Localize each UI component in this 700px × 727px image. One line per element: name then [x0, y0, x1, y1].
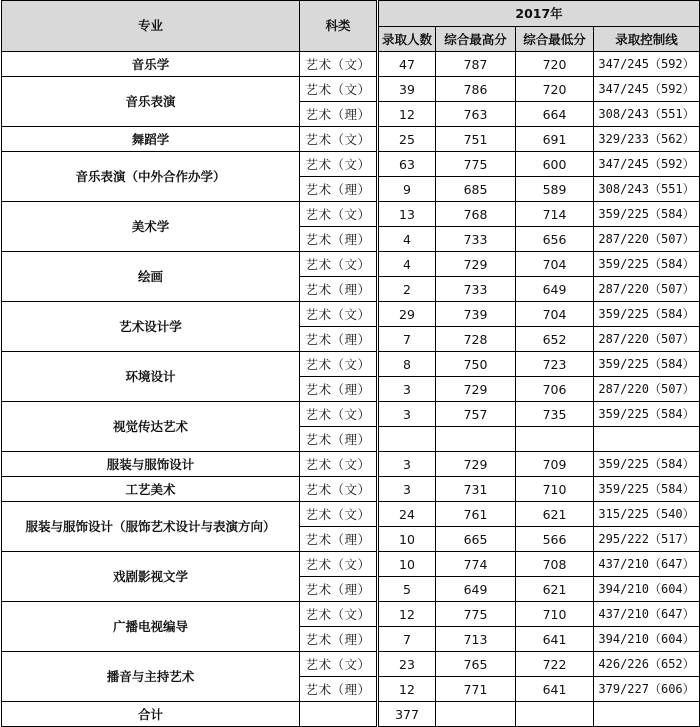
count-cell: 7	[378, 327, 436, 352]
count-cell: 3	[378, 452, 436, 477]
max-score-cell: 774	[436, 552, 516, 577]
category-cell: 艺术（理）	[300, 427, 378, 452]
table-body	[2, 52, 700, 702]
header-min-score: 综合最低分	[516, 27, 594, 52]
max-score-cell: 729	[436, 377, 516, 402]
max-score-cell: 729	[436, 452, 516, 477]
table-row	[2, 52, 700, 77]
category-cell: 艺术（理）	[300, 577, 378, 602]
control-line-cell: 329/233（562）	[594, 127, 700, 152]
major-cell: 戏剧影视文学	[2, 552, 300, 602]
category-cell: 艺术（理）	[300, 177, 378, 202]
min-score-cell: 652	[516, 327, 594, 352]
major-cell: 环境设计	[2, 352, 300, 402]
min-score-cell: 621	[516, 577, 594, 602]
major-cell: 艺术设计学	[2, 302, 300, 352]
table-row	[2, 477, 700, 502]
table-row	[2, 502, 700, 527]
category-cell: 艺术（文）	[300, 402, 378, 427]
major-cell: 服装与服饰设计（服饰艺术设计与表演方向）	[2, 502, 300, 552]
category-cell: 艺术（文）	[300, 352, 378, 377]
count-cell: 39	[378, 77, 436, 102]
max-score-cell: 731	[436, 477, 516, 502]
max-score-cell: 728	[436, 327, 516, 352]
min-score-cell: 720	[516, 52, 594, 77]
total-row	[2, 702, 700, 727]
max-score-cell: 775	[436, 602, 516, 627]
control-line-cell: 394/210（604）	[594, 577, 700, 602]
max-score-cell: 750	[436, 352, 516, 377]
table-row	[2, 602, 700, 627]
control-line-cell: 287/220（507）	[594, 227, 700, 252]
count-cell: 9	[378, 177, 436, 202]
count-cell: 3	[378, 477, 436, 502]
header-year: 2017年	[378, 1, 700, 27]
category-cell: 艺术（文）	[300, 477, 378, 502]
control-line-cell: 308/243（551）	[594, 102, 700, 127]
count-cell: 12	[378, 602, 436, 627]
total-label: 合计	[2, 702, 300, 727]
major-cell: 音乐学	[2, 52, 300, 77]
max-score-cell: 763	[436, 102, 516, 127]
max-score-cell: 733	[436, 277, 516, 302]
category-cell: 艺术（文）	[300, 152, 378, 177]
max-score-cell: 713	[436, 627, 516, 652]
category-cell: 艺术（理）	[300, 277, 378, 302]
category-cell: 艺术（理）	[300, 102, 378, 127]
count-cell: 47	[378, 52, 436, 77]
table-row	[2, 202, 700, 227]
max-score-cell	[436, 427, 516, 452]
min-score-cell: 710	[516, 477, 594, 502]
min-score-cell: 714	[516, 202, 594, 227]
min-score-cell	[516, 427, 594, 452]
max-score-cell: 751	[436, 127, 516, 152]
major-cell: 音乐表演（中外合作办学）	[2, 152, 300, 202]
major-cell: 工艺美术	[2, 477, 300, 502]
min-score-cell: 566	[516, 527, 594, 552]
category-cell: 艺术（理）	[300, 677, 378, 702]
control-line-cell: 287/220（507）	[594, 377, 700, 402]
category-cell: 艺术（文）	[300, 252, 378, 277]
min-score-cell: 600	[516, 152, 594, 177]
count-cell: 3	[378, 402, 436, 427]
max-score-cell: 768	[436, 202, 516, 227]
max-score-cell: 771	[436, 677, 516, 702]
total-control-cell	[594, 702, 700, 727]
category-cell: 艺术（文）	[300, 52, 378, 77]
total-min-cell	[516, 702, 594, 727]
category-cell: 艺术（理）	[300, 527, 378, 552]
control-line-cell: 359/225（584）	[594, 202, 700, 227]
major-cell: 美术学	[2, 202, 300, 252]
min-score-cell: 704	[516, 302, 594, 327]
control-line-cell: 437/210（647）	[594, 602, 700, 627]
min-score-cell: 621	[516, 502, 594, 527]
table-row	[2, 352, 700, 377]
major-cell: 广播电视编导	[2, 602, 300, 652]
max-score-cell: 775	[436, 152, 516, 177]
count-cell: 63	[378, 152, 436, 177]
category-cell: 艺术（理）	[300, 327, 378, 352]
max-score-cell: 757	[436, 402, 516, 427]
header-max-score: 综合最高分	[436, 27, 516, 52]
min-score-cell: 722	[516, 652, 594, 677]
count-cell: 5	[378, 577, 436, 602]
major-cell: 播音与主持艺术	[2, 652, 300, 702]
control-line-cell: 359/225（584）	[594, 477, 700, 502]
category-cell: 艺术（理）	[300, 377, 378, 402]
min-score-cell: 706	[516, 377, 594, 402]
table-row	[2, 127, 700, 152]
max-score-cell: 733	[436, 227, 516, 252]
header-count: 录取人数	[378, 27, 436, 52]
category-cell: 艺术（文）	[300, 452, 378, 477]
min-score-cell: 723	[516, 352, 594, 377]
control-line-cell: 426/226（652）	[594, 652, 700, 677]
header-control-line: 录取控制线	[594, 27, 700, 52]
control-line-cell	[594, 427, 700, 452]
count-cell: 13	[378, 202, 436, 227]
control-line-cell: 308/243（551）	[594, 177, 700, 202]
min-score-cell: 708	[516, 552, 594, 577]
min-score-cell: 649	[516, 277, 594, 302]
max-score-cell: 649	[436, 577, 516, 602]
header-category: 科类	[300, 1, 378, 52]
control-line-cell: 437/210（647）	[594, 552, 700, 577]
major-cell: 绘画	[2, 252, 300, 302]
total-count: 377	[378, 702, 436, 727]
control-line-cell: 359/225（584）	[594, 302, 700, 327]
control-line-cell: 295/222（517）	[594, 527, 700, 552]
category-cell: 艺术（文）	[300, 77, 378, 102]
admission-table	[1, 0, 700, 727]
control-line-cell: 347/245（592）	[594, 52, 700, 77]
table-row	[2, 402, 700, 427]
header-major: 专业	[2, 1, 300, 52]
table-row	[2, 652, 700, 677]
max-score-cell: 787	[436, 52, 516, 77]
count-cell: 3	[378, 377, 436, 402]
control-line-cell: 359/225（584）	[594, 252, 700, 277]
count-cell: 29	[378, 302, 436, 327]
min-score-cell: 641	[516, 627, 594, 652]
control-line-cell: 359/225（584）	[594, 452, 700, 477]
max-score-cell: 786	[436, 77, 516, 102]
table-row	[2, 302, 700, 327]
max-score-cell: 729	[436, 252, 516, 277]
min-score-cell: 704	[516, 252, 594, 277]
major-cell: 视觉传达艺术	[2, 402, 300, 452]
table-row	[2, 452, 700, 477]
count-cell: 24	[378, 502, 436, 527]
min-score-cell: 589	[516, 177, 594, 202]
category-cell: 艺术（文）	[300, 502, 378, 527]
major-cell: 音乐表演	[2, 77, 300, 127]
count-cell: 12	[378, 102, 436, 127]
header-row-top	[2, 1, 700, 27]
max-score-cell: 685	[436, 177, 516, 202]
min-score-cell: 735	[516, 402, 594, 427]
major-cell: 舞蹈学	[2, 127, 300, 152]
count-cell: 10	[378, 552, 436, 577]
category-cell: 艺术（理）	[300, 627, 378, 652]
category-cell: 艺术（文）	[300, 602, 378, 627]
count-cell: 4	[378, 227, 436, 252]
table-row	[2, 552, 700, 577]
control-line-cell: 394/210（604）	[594, 627, 700, 652]
max-score-cell: 739	[436, 302, 516, 327]
count-cell: 10	[378, 527, 436, 552]
min-score-cell: 664	[516, 102, 594, 127]
control-line-cell: 379/227（606）	[594, 677, 700, 702]
min-score-cell: 691	[516, 127, 594, 152]
total-max-cell	[436, 702, 516, 727]
count-cell: 12	[378, 677, 436, 702]
control-line-cell: 287/220（507）	[594, 327, 700, 352]
count-cell: 23	[378, 652, 436, 677]
control-line-cell: 359/225（584）	[594, 402, 700, 427]
control-line-cell: 287/220（507）	[594, 277, 700, 302]
min-score-cell: 641	[516, 677, 594, 702]
control-line-cell: 315/225（540）	[594, 502, 700, 527]
max-score-cell: 765	[436, 652, 516, 677]
count-cell	[378, 427, 436, 452]
min-score-cell: 720	[516, 77, 594, 102]
count-cell: 2	[378, 277, 436, 302]
count-cell: 25	[378, 127, 436, 152]
category-cell: 艺术（文）	[300, 652, 378, 677]
min-score-cell: 710	[516, 602, 594, 627]
max-score-cell: 665	[436, 527, 516, 552]
category-cell: 艺术（文）	[300, 127, 378, 152]
max-score-cell: 761	[436, 502, 516, 527]
min-score-cell: 656	[516, 227, 594, 252]
category-cell: 艺术（理）	[300, 227, 378, 252]
category-cell: 艺术（文）	[300, 202, 378, 227]
count-cell: 8	[378, 352, 436, 377]
table-row	[2, 77, 700, 102]
min-score-cell: 709	[516, 452, 594, 477]
control-line-cell: 347/245（592）	[594, 77, 700, 102]
total-category-cell	[300, 702, 378, 727]
category-cell: 艺术（文）	[300, 302, 378, 327]
control-line-cell: 347/245（592）	[594, 152, 700, 177]
count-cell: 7	[378, 627, 436, 652]
major-cell: 服装与服饰设计	[2, 452, 300, 477]
category-cell: 艺术（文）	[300, 552, 378, 577]
table-row	[2, 252, 700, 277]
control-line-cell: 359/225（584）	[594, 352, 700, 377]
table-row	[2, 152, 700, 177]
count-cell: 4	[378, 252, 436, 277]
